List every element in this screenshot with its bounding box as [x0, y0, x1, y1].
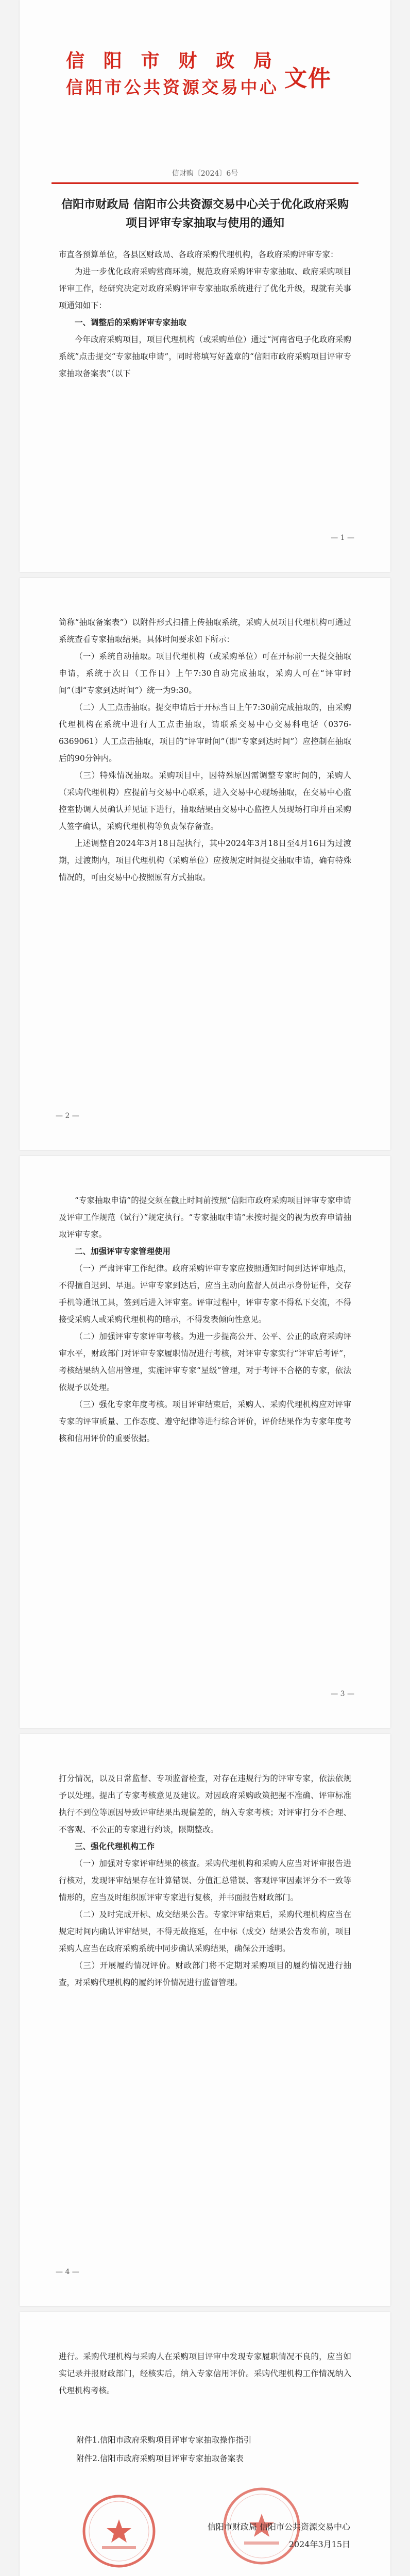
page5-body: [59, 2348, 351, 2399]
document-page-5: [20, 2312, 390, 2576]
document-page-4: [20, 1734, 390, 2306]
paragraph: 今年政府采购项目，项目代理机构（或采购单位）通过“河南省电子化政府采购系统”点击提交“专家抽取申请”，同时将填写好盖章的“信阳市政府采购项目评审专家抽取备案表”（以下: [59, 335, 351, 378]
paragraph: “专家抽取申请”的提交须在截止时间前按照“信阳市政府采购项目评审专家申请及评审工作规范（试行）”规定执行。“专家抽取申请”未按时提交的视为放弃申请抽取评审专家。: [59, 1196, 351, 1239]
page3-body: [59, 1192, 351, 1447]
document-number: 信财购〔2024〕6号: [172, 170, 238, 178]
document-header: [66, 44, 344, 102]
signature-block: [208, 2518, 350, 2553]
page-number: — 1 —: [331, 534, 354, 542]
document-page-3: [20, 1156, 390, 1728]
header-document-word: 文件: [284, 65, 332, 92]
page-number: — 3 —: [331, 1690, 354, 1698]
document-page-1: [20, 0, 390, 572]
paragraph: （三）强化专家年度考核。项目评审结束后，采购人、采购代理机构应对评审专家的评审质量、工作态度、遵守纪律等进行综合评价，评价结果作为专家年度考核和信用评价的重要依据。: [59, 1400, 351, 1443]
paragraph: （一）系统自动抽取。项目代理机构（或采购单位）可在开标前一天提交抽取申请，系统于次日（工作日）上午7:30自动完成抽取，采购人可在“评审时间”（即“专家到达时间”）统一为9:30。: [59, 652, 351, 695]
attachments-list: [76, 2431, 351, 2468]
paragraph: 为进一步优化政府采购营商环境，规范政府采购评审专家抽取、政府采购项目评审工作，经研究决定对政府采购评审专家抽取系统进行了优化升级，现就有关事项通知如下：: [59, 267, 351, 310]
header-org-line1: 信阳市财政局: [66, 50, 277, 72]
signing-organizations: 信阳市财政局 信阳市公共资源交易中心: [207, 2522, 350, 2532]
paragraph: （一）严肃评审工作纪律。政府采购评审专家应按照通知时间到达评审地点，不得擅自迟到、早退。评审专家到达后，应当主动向监督人员出示身份证件，交存手机等通讯工具，签到后进入评审室。评审过程中，评审专家不得私下交流，不得接受采购人或采购代理机构的暗示，不得发表倾向性意见。: [59, 1264, 351, 1324]
paragraph: 上述调整自2024年3月18日起执行，其中2024年3月18日至4月16日为过渡期，过渡期内，项目代理机构（采购单位）应按规定时间提交抽取申请，确有特殊情况的，可由交易中心按照原有方式抽取。: [59, 839, 351, 882]
document-title: 信阳市财政局 信阳市公共资源交易中心关于优化政府采购项目评审专家抽取与使用的通知: [61, 198, 349, 230]
page4-body: [59, 1770, 351, 1991]
document-page-2: [20, 578, 390, 1150]
paragraph: （二）加强评审专家评审考核。为进一步提高公开、公平、公正的政府采购评审水平，财政部门对评审专家履职情况进行考核，对评审专家实行“评审后考评”，考核结果纳入信用管理，实施评审专家“星级”管理，对于考评不合格的专家，依法依规予以处理。: [59, 1332, 351, 1392]
paragraph: 进行。采购代理机构与采购人在采购项目评审中发现专家履职情况不良的，应当如实记录并报财政部门，经核实后，纳入专家信用评价。采购代理机构工作情况纳入代理机构考核。: [59, 2352, 351, 2395]
paragraph: （三）特殊情况抽取。采购项目中，因特殊原因需调整专家时间的，采购人（采购代理机构）应提前与交易中心联系，进入交易中心现场抽取，在交易中心监控室协调人员确认并见证下进行，抽取结果由交易中心监控人员现场打印并由采购人签字确认，采购代理机构等负责保存备查。: [59, 771, 351, 831]
paragraph: （二）人工点击抽取。提交申请后于开标当日上午7:30前完成抽取的，由采购代理机构在系统中进行人工点击抽取，请联系交易中心交易科电话（0376-6369061）人工点击抽取，项目的“评审时间”（即“专家到达时间”）应控制在抽取后的90分钟内。: [59, 703, 351, 763]
paragraph: （二）及时完成开标、成交结果公告。专家评审结束后，采购代理机构应当在规定时间内确认评审结果，不得无故拖延，在中标（成交）结果公告发布前，项目采购人应当在政府采购系统中同步确认采购结果，确保公开透明。: [59, 1910, 351, 1953]
official-seal-finance-bureau: [80, 2493, 158, 2570]
signing-date: 2024年3月15日: [288, 2539, 350, 2549]
section-heading: 三、强化代理机构工作: [75, 1842, 155, 1851]
page1-body: [59, 246, 351, 382]
attachment-item: 附件1.信阳市政府采购项目评审专家抽取操作指引: [76, 2435, 252, 2445]
page-number: — 2 —: [56, 1112, 79, 1120]
paragraph: （一）加强对专家评审结果的核查。采购代理机构和采购人应当对评审报告进行核对，发现评审结果存在计算错误、分值汇总错误、客观评审因素评分不一致等情形的，应当及时组织原评审专家进行复核，并书面报告财政部门。: [59, 1859, 351, 1902]
red-divider: [52, 182, 358, 184]
section-heading: 一、调整后的采购评审专家抽取: [75, 318, 187, 327]
section-heading: 二、加强评审专家管理使用: [75, 1247, 171, 1256]
paragraph: （三）开展履约情况评价。财政部门将不定期对采购项目的履约情况进行抽查，对采购代理机构的履约评价情况进行监督管理。: [59, 1961, 351, 1987]
paragraph: 打分情况，以及日常监督、专项监督检查，对存在违规行为的评审专家，依法依规予以处理。提出了专家考核意见及建议。对因政府采购政策把握不准确、评审标准执行不到位等原因导致评审结果出现偏差的，纳入专家考核；对评审打分不合理、不客观、不公正的专家进行约谈，限期整改。: [59, 1774, 351, 1834]
page2-body: [59, 614, 351, 886]
page-number: — 4 —: [56, 2268, 79, 2276]
paragraph: 简称“抽取备案表”）以附件形式扫描上传抽取系统，采购人员项目代理机构可通过系统查看专家抽取结果。具体时间要求如下所示：: [59, 618, 351, 644]
paragraph: 市直各预算单位，各县区财政局、各政府采购代理机构，各政府采购评审专家：: [59, 250, 338, 259]
attachment-item: 附件2.信阳市政府采购项目评审专家抽取备案表: [76, 2454, 244, 2463]
header-org-line2: 信阳市公共资源交易中心: [66, 77, 277, 97]
